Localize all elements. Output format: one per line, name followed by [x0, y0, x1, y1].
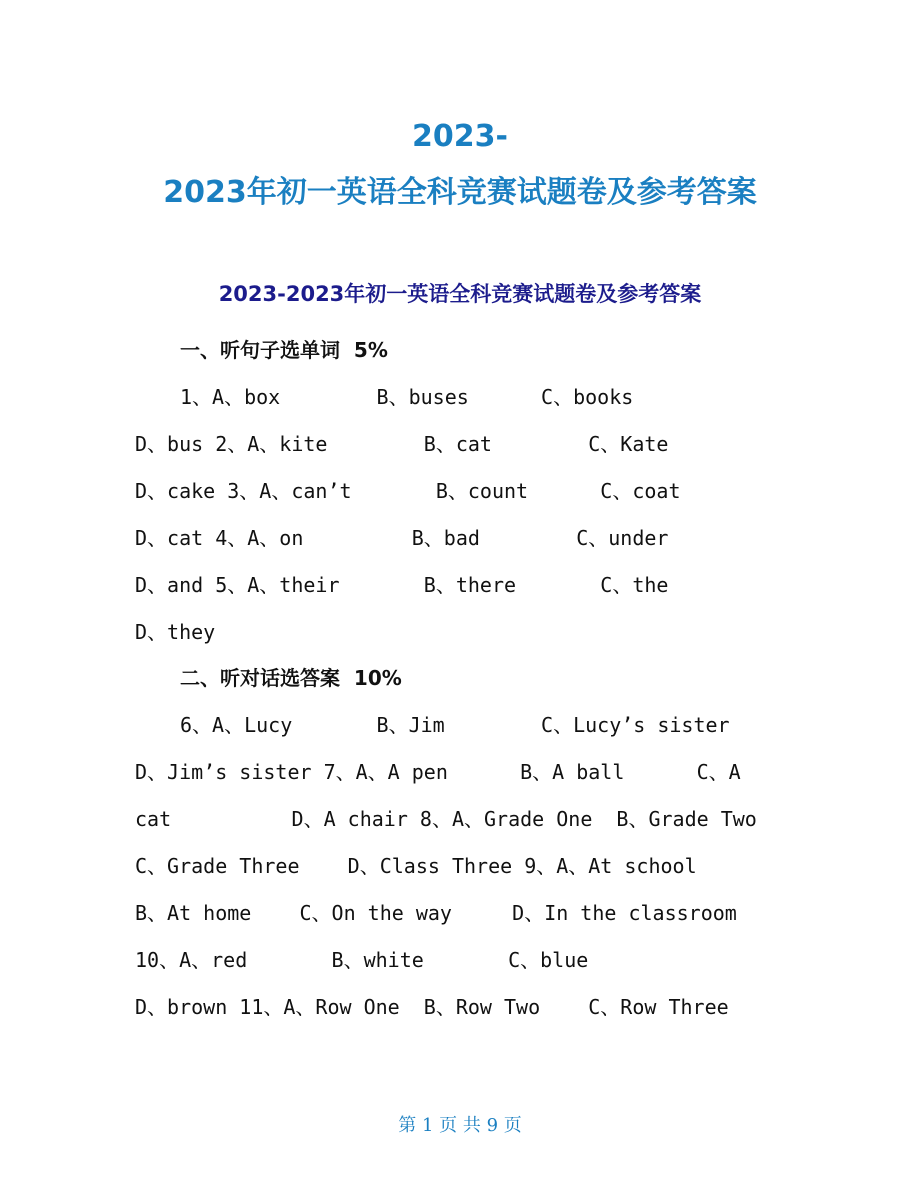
question-line: D、cake 3、A、can’t B、count C、coat — [135, 479, 681, 503]
page-number: 第 1 页 共 9 页 — [398, 1115, 522, 1136]
section-2-heading: 二、听对话选答案 10% — [180, 666, 402, 690]
document-title-line-2: 2023年初一英语全科竞赛试题卷及参考答案 — [163, 175, 757, 210]
section-1-heading: 一、听句子选单词 5% — [180, 338, 388, 362]
question-line: D、bus 2、A、kite B、cat C、Kate — [135, 432, 669, 456]
question-line: D、Jim’s sister 7、A、A pen B、A ball C、A — [135, 760, 741, 784]
question-line: D、cat 4、A、on B、bad C、under — [135, 526, 669, 550]
question-line: C、Grade Three D、Class Three 9、A、At school — [135, 854, 697, 878]
document-title-line-1: 2023- — [412, 119, 508, 154]
question-line: D、and 5、A、their B、there C、the — [135, 573, 669, 597]
question-line: D、brown 11、A、Row One B、Row Two C、Row Three — [135, 995, 729, 1019]
question-line: cat D、A chair 8、A、Grade One B、Grade Two — [135, 807, 757, 831]
document-subtitle: 2023-2023年初一英语全科竞赛试题卷及参考答案 — [218, 282, 702, 306]
question-line: D、they — [135, 620, 216, 644]
question-line: 6、A、Lucy B、Jim C、Lucy’s sister — [180, 713, 730, 737]
question-line: B、At home C、On the way D、In the classroom — [135, 901, 737, 925]
question-line: 10、A、red B、white C、blue — [135, 948, 589, 972]
question-line: 1、A、box B、buses C、books — [180, 385, 634, 409]
